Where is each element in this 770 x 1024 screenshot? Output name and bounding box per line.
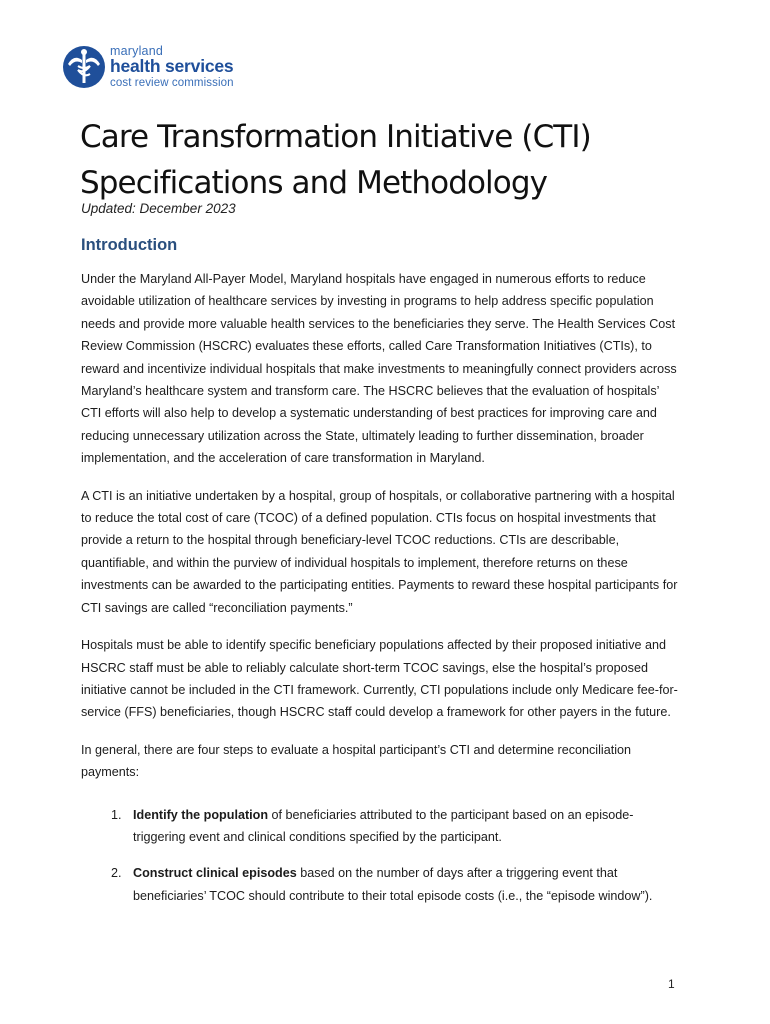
step-bold-label: Construct clinical episodes — [133, 866, 297, 881]
page-number: 1 — [668, 977, 675, 991]
title-line-1: Care Transformation Initiative (CTI) — [80, 119, 591, 155]
hscrc-logo — [62, 42, 234, 92]
step-text: of beneficiaries attributed to the participant based on an episode-triggering event and clinical conditions specified by the participant. — [133, 807, 634, 844]
document-title — [80, 114, 700, 206]
logo-text-commission: cost review commission — [110, 76, 234, 89]
section-heading-introduction: Introduction — [81, 236, 178, 254]
paragraph: Under the Maryland All-Payer Model, Maryland hospitals have engaged in numerous efforts to reduce avoidable utilization of healthcare services by investing in programs to help address specific population needs and provide more valuable health services to the beneficiaries they serve. The Health Services Cost Review Commission (HSCRC) evaluates these efforts, called Care Transformation Initiatives (CTIs), to reward and incentivize individual hospitals that make investments to meaningfully connect providers across Maryland’s healthcare system and transform care. The HSCRC believes that the evaluation of hospitals’ CTI efforts will also help to develop a systematic understanding of best practices for improving care and reducing unnecessary utilization across the State, ultimately leading to further dissemination, broader implementation, and the acceleration of care transformation in Maryland. — [81, 272, 677, 466]
step-text: based on the number of days after a triggering event that beneficiaries’ TCOC should contribute to their total episode costs (i.e., the “episode window”). — [133, 866, 653, 903]
updated-date: Updated: December 2023 — [81, 201, 236, 216]
steps-list — [81, 804, 681, 908]
paragraph: A CTI is an initiative undertaken by a hospital, group of hospitals, or collaborative partnering with a hospital to reduce the total cost of care (TCOC) of a defined population. CTIs focus on hospital investments that provide a return to the hospital through beneficiary-level TCOC reductions. CTIs are describable, quantifiable, and within the purview of individual hospitals to implement, therefore returns on these investments can be awarded to the participating entities. Payments to reward these hospital participants for CTI savings are called “reconciliation payments.” — [81, 488, 678, 615]
logo-text-health-services: health services — [110, 56, 234, 77]
caduceus-logo-icon — [62, 44, 106, 90]
logo-text-maryland: maryland — [110, 43, 164, 58]
paragraph: Hospitals must be able to identify specific beneficiary populations affected by their proposed initiative and HSCRC staff must be able to reliably calculate short-term TCOC savings, else the hospital’s proposed initiative cannot be included in the CTI framework. Currently, CTI populations include only Medicare fee-for-service (FFS) beneficiaries, though HSCRC staff could develop a framework for other payers in the future. — [81, 638, 678, 720]
paragraph: In general, there are four steps to evaluate a hospital participant’s CTI and determine reconciliation payments: — [81, 742, 632, 780]
step-bold-label: Identify the population — [133, 807, 269, 822]
list-item — [125, 804, 681, 849]
list-item — [125, 862, 681, 907]
body-text — [81, 268, 681, 921]
title-line-2: Specifications and Methodology — [80, 165, 548, 201]
